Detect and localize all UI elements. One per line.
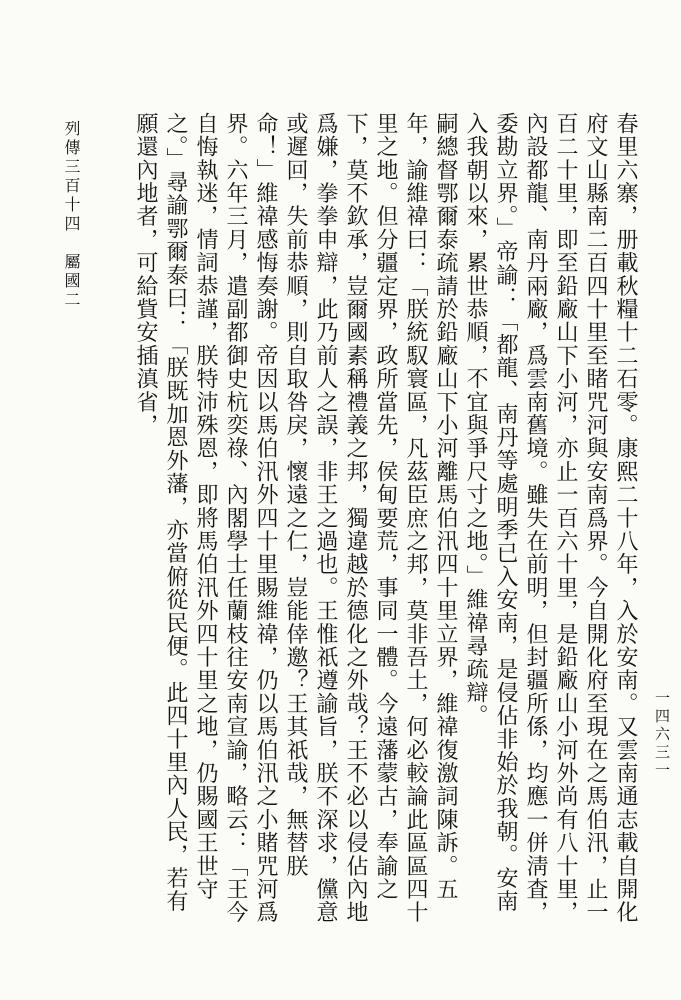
paragraph-1: 春里六寨，册載秋糧十二石零。康熙二十八年，入於安南。又雲南通志載自開化府文山縣南二百四十里至睹咒河與安南爲界。今自開化府至現在之馬伯汛，止一百二十里，即至鉛廠山下小河，亦止一百六十里，是鉛廠山小河外尚有八十里，內設都龍、南丹兩廠，爲雲南舊境。雖失在前明，但封疆所係，均應一併淸査，委勘立界。」帝諭：「都龍、南丹等處明季已入安南，是侵佔非始於我朝。安南入我朝以來，累世恭順，不宜與爭尺寸之地。」維禕尋疏辯。 [463, 112, 638, 924]
paragraph-2: 嗣總督鄂爾泰疏請於鉛廠山下小河離馬伯汛四十里立界，維禕復激詞陳訴。五年，諭維禕曰：「朕統馭寰區，凡茲臣庶之邦，莫非吾土，何必較論此區區四十里之地。但分疆定界，政所當先，侯甸要荒，事同一體。今遠藩蒙古，奉諭之下，莫不欽承，豈爾國素稱禮義之邦，獨違越於德化之外哉？王不必以侵佔內地爲嫌，拳拳申辯，此乃前人之誤，非王之過也。王惟祇遵諭旨，朕不深求，儻意或遲回，失前恭順，則自取咎戾，懷遠之仁，豈能倖邀？王其祇哉，無替朕命！」維禕感悔奏謝。帝因以馬伯汛外四十里賜維禕，仍以馬伯汛之小賭咒河爲界。六年三月，遣副都御史杭奕祿、內閣學士任蘭枝往安南宣諭，略云：「王今自悔執迷，情詞恭謹，朕特沛殊恩，即將馬伯汛外四十里之地，仍賜國王世守之。」尋諭鄂爾泰曰：「朕既加恩外藩，亦當俯從民便。此四十里內人民，若有願還內地者，可給貲安插滇省， [133, 112, 458, 924]
body-text [100, 112, 640, 927]
running-head: 列傳三百十四 屬國二 [62, 120, 81, 310]
page-number: 一四六三一 [653, 690, 671, 780]
